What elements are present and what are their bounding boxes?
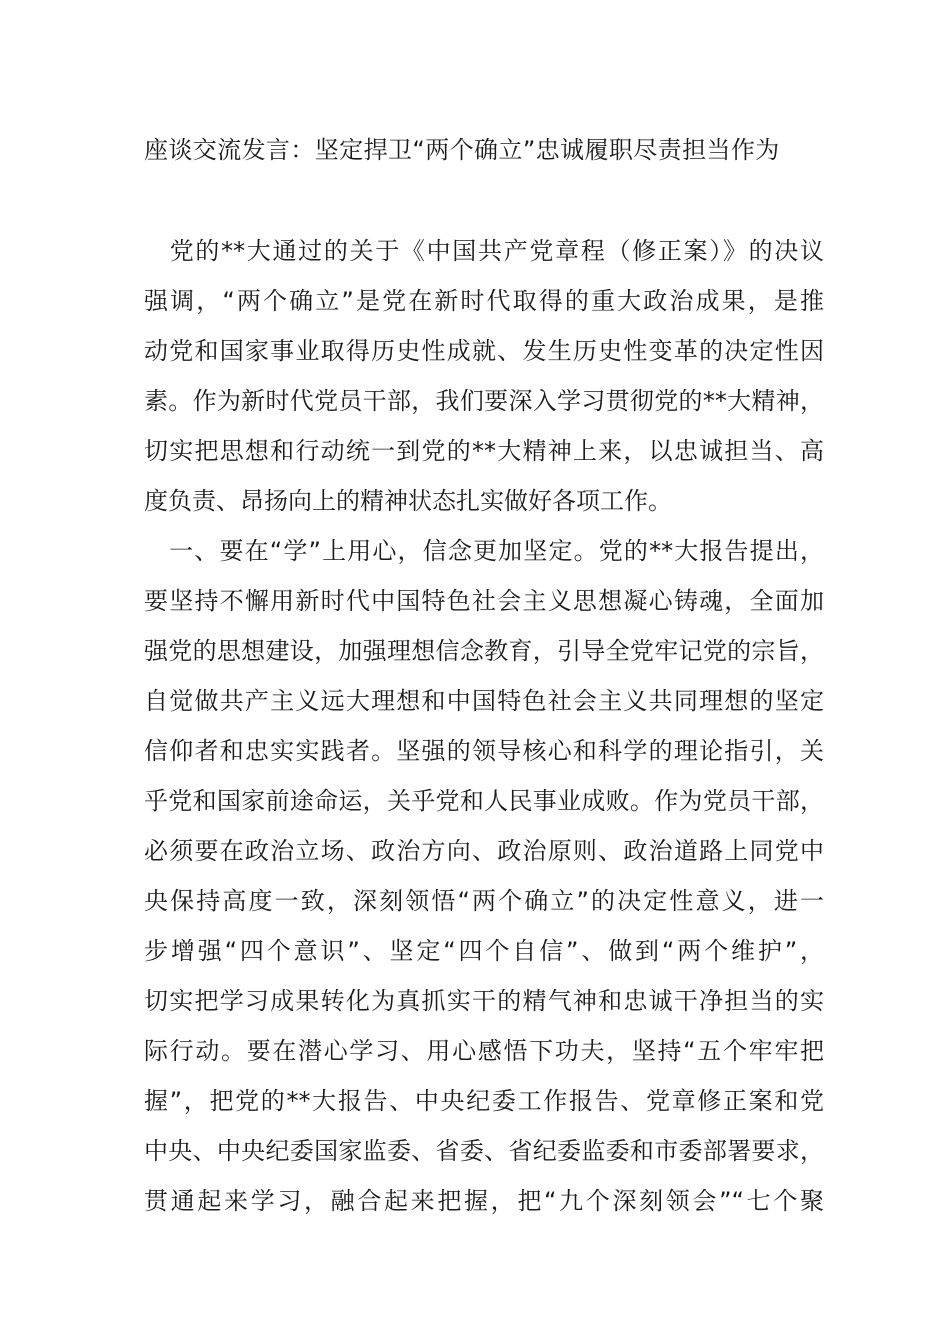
- body-line: 乎党和国家前途命运，关乎党和人民事业成败。作为党员干部，: [144, 787, 824, 815]
- body-line: 央保持高度一致，深刻领悟“两个确立”的决定性意义，进一: [144, 887, 824, 915]
- body-line: 度负责、昂扬向上的精神状态扎实做好各项工作。: [144, 487, 672, 515]
- body-line: 步增强“四个意识”、坚定“四个自信”、做到“两个维护”，: [144, 937, 824, 965]
- body-line: 中央、中央纪委国家监委、省委、省纪委监委和市委部署要求，: [144, 1137, 824, 1165]
- body-line: 际行动。要在潜心学习、用心感悟下功夫，坚持“五个牢牢把: [144, 1037, 824, 1065]
- body-line: 切实把学习成果转化为真抓实干的精气神和忠诚干净担当的实: [144, 987, 824, 1015]
- body-line: 党的**大通过的关于《中国共产党章程（修正案）》的决议: [144, 237, 824, 265]
- document-body: [144, 226, 824, 1226]
- body-line: 必须要在政治立场、政治方向、政治原则、政治道路上同党中: [144, 837, 824, 865]
- body-line: 强党的思想建设，加强理想信念教育，引导全党牢记党的宗旨，: [144, 637, 824, 665]
- body-line: 动党和国家事业取得历史性成就、发生历史性变革的决定性因: [144, 337, 824, 365]
- body-line: 要坚持不懈用新时代中国特色社会主义思想凝心铸魂，全面加: [144, 587, 824, 615]
- body-line: 素。作为新时代党员干部，我们要深入学习贯彻党的**大精神，: [144, 387, 824, 415]
- body-line: 强调，“两个确立”是党在新时代取得的重大政治成果，是推: [144, 287, 824, 315]
- body-line: 握”，把党的**大报告、中央纪委工作报告、党章修正案和党: [144, 1087, 824, 1115]
- body-line: 切实把思想和行动统一到党的**大精神上来，以忠诚担当、高: [144, 437, 824, 465]
- document-title: 座谈交流发言：坚定捍卫“两个确立”忠诚履职尽责担当作为: [144, 136, 780, 164]
- body-line: 信仰者和忠实实践者。坚强的领导核心和科学的理论指引，关: [144, 737, 824, 765]
- body-line: 一、要在“学”上用心，信念更加坚定。党的**大报告提出，: [144, 537, 824, 565]
- body-line: 自觉做共产主义远大理想和中国特色社会主义共同理想的坚定: [144, 687, 824, 715]
- body-line: 贯通起来学习，融合起来把握，把“九个深刻领会”“七个聚: [144, 1187, 824, 1215]
